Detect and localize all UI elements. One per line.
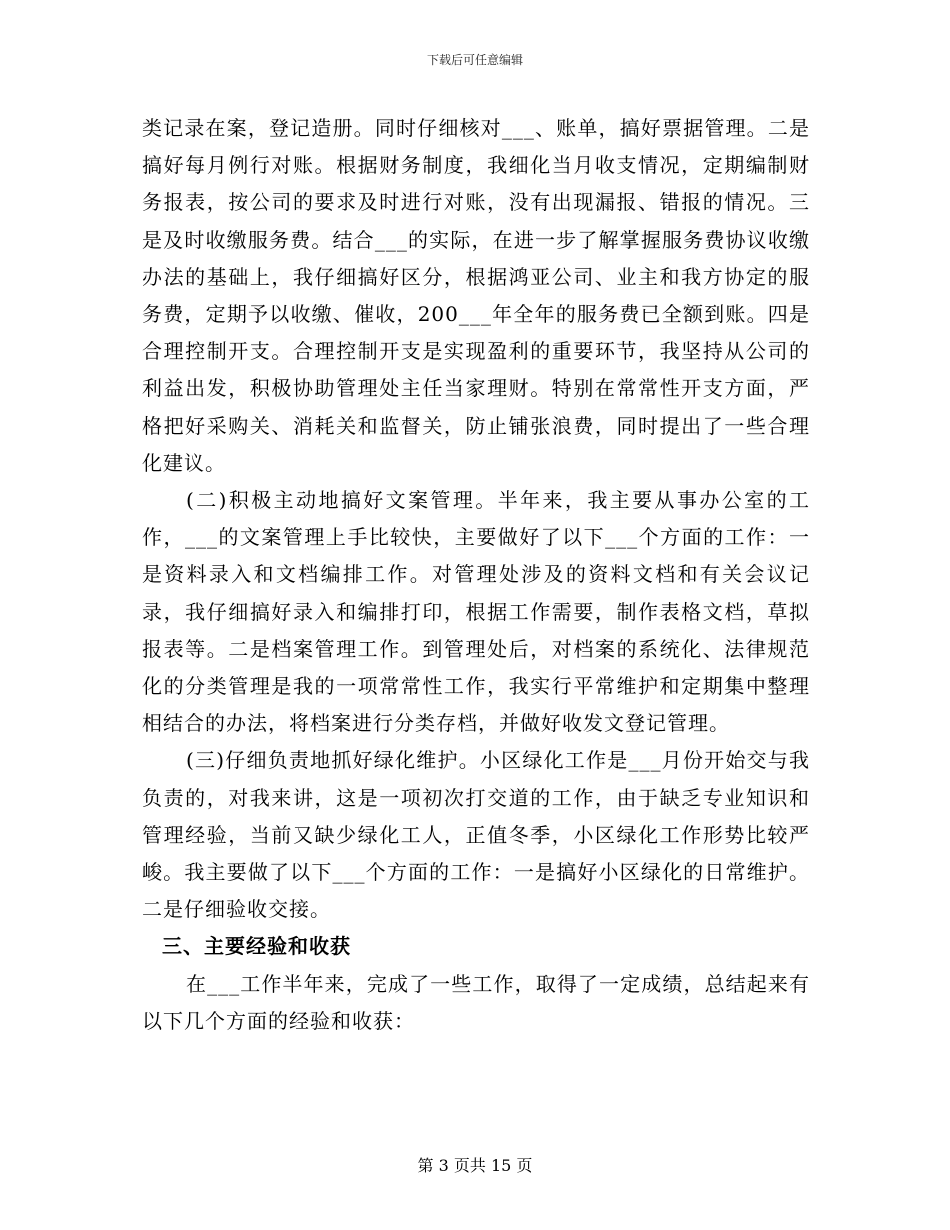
- body-paragraph-4: 在___工作半年来，完成了一些工作，取得了一定成绩，总结起来有以下几个方面的经验和收获：: [142, 971, 810, 1033]
- page-header: 下载后可任意编辑: [426, 53, 523, 67]
- section-heading: 三、主要经验和收获: [162, 934, 351, 959]
- body-paragraph-2: (二)积极主动地搞好文案管理。半年来，我主要从事办公室的工作，___的文案管理上手比较快，主要做好了以下___个方面的工作：一是资料录入和文档编排工作。对管理处涉及的资料文档和有关会议记录，我仔细搞好录入和编排打印，根据工作需要，制作表格文档，草拟报表等。二是档案管理工作。到管理处后，对档案的系统化、法律规范化的分类管理是我的一项常常性工作，我实行平常维护和定期集中整理相结合的办法，将档案进行分类存档，并做好收发文登记管理。: [142, 488, 810, 736]
- document-body: [142, 110, 810, 1040]
- page-footer: 第 3 页共 15 页: [417, 1156, 533, 1175]
- body-paragraph-1: 类记录在案，登记造册。同时仔细核对___、账单，搞好票据管理。二是搞好每月例行对账。根据财务制度，我细化当月收支情况，定期编制财务报表，按公司的要求及时进行对账，没有出现漏报、错报的情况。三是及时收缴服务费。结合___的实际，在进一步了解掌握服务费协议收缴办法的基础上，我仔细搞好区分，根据鸿亚公司、业主和我方协定的服务费，定期予以收缴、催收，200___年全年的服务费已全额到账。四是合理控制开支。合理控制开支是实现盈利的重要环节，我坚持从公司的利益出发，积极协助管理处主任当家理财。特别在常常性开支方面，严格把好采购关、消耗关和监督关，防止铺张浪费，同时提出了一些合理化建议。: [142, 116, 810, 475]
- body-paragraph-3: (三)仔细负责地抓好绿化维护。小区绿化工作是___月份开始交与我负责的，对我来讲，这是一项初次打交道的工作，由于缺乏专业知识和管理经验，当前又缺少绿化工人，正值冬季，小区绿化工作形势比较严峻。我主要做了以下___个方面的工作：一是搞好小区绿化的日常维护。二是仔细验收交接。: [142, 748, 810, 922]
